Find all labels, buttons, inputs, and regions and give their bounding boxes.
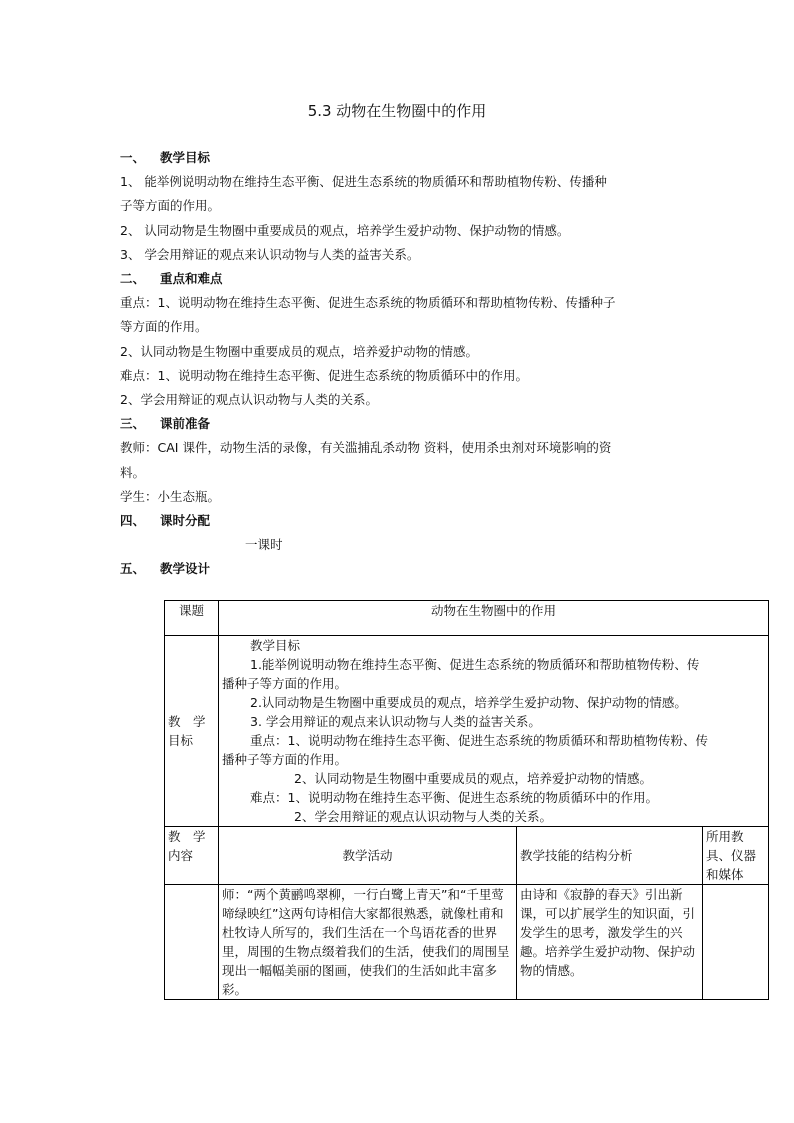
activity-cell: 师：“两个黄鹂鸣翠柳，一行白鹭上青天”和“千里莺啼绿映红”这两句诗相信大家都很熟悉，就像杜甫和杜牧诗人所写的，我们生活在一个鸟语花香的世界里，周围的生物点缀着我们的生活，使我们的周围呈现出一幅幅美丽的图画，使我们的生活如此丰富多彩。 (219, 885, 517, 1000)
key-point-1: 重点：1、说明动物在维持生态平衡、促进生态系统的物质循环和帮助植物传粉、传播种子 (120, 295, 616, 311)
lesson-design-table (164, 600, 769, 1000)
table-row (165, 601, 769, 636)
difficulty-2: 2、学会用辩证的观点认识动物与人类的关系。 (120, 392, 378, 408)
content-cell (165, 885, 219, 1000)
table-header-row (165, 827, 769, 885)
difficulty-1: 难点：1、说明动物在维持生态平衡、促进生态系统的物质循环中的作用。 (120, 367, 528, 383)
section-heading-1: 一、 教学目标 (120, 150, 211, 165)
media-cell (703, 885, 769, 1000)
content-header: 教 学内容 (165, 827, 219, 885)
media-header: 所用教具、仪器和媒体 (703, 827, 769, 885)
activity-header: 教学活动 (219, 827, 517, 885)
goal-1-cont: 子等方面的作用。 (120, 198, 221, 214)
objectives-label: 教 学 目标 (165, 636, 219, 827)
table-row (165, 636, 769, 827)
goal-1: 1、 能举例说明动物在维持生态平衡、促进生态系统的物质循环和帮助植物传粉、传播种 (120, 174, 607, 190)
prep-teacher-cont: 料。 (120, 464, 146, 480)
analysis-cell: 由诗和《寂静的春天》引出新课，可以扩展学生的知识面，引发学生的思考，激发学生的兴趣。培养学生爱护动物、保护动物的情感。 (517, 885, 703, 1000)
page-title: 5.3 动物在生物圈中的作用 (307, 102, 487, 120)
topic-label: 课题 (165, 601, 219, 636)
key-point-2: 2、认同动物是生物圈中重要成员的观点，培养爱护动物的情感。 (120, 343, 478, 359)
table-row (165, 885, 769, 1000)
document-body (120, 146, 680, 582)
section-heading-3: 三、 课前准备 (120, 416, 211, 432)
goal-3: 3、 学会用辩证的观点来认识动物与人类的益害关系。 (120, 246, 420, 262)
section-heading-5: 五、 教学设计 (120, 561, 211, 577)
analysis-header: 教学技能的结构分析 (517, 827, 703, 885)
objectives-cell: 教学目标 1.能举例说明动物在维持生态平衡、促进生态系统的物质循环和帮助植物传粉、传 播种子等方面的作用。 2.认同动物是生物圈中重要成员的观点，培养学生爱护动物、保护动物的情感。 3. 学会用辩证的观点来认识动物与人类的益害关系。 重点：1、说明动物在维持生态平衡、促进生态系统的物质循环和帮助植物传粉、传 播种子等方面的作用。 2、认同动物是生物圈中重要成员的观点，培养爱护动物的情感。 难点：1、说明动物在维持生态平衡、促进生态系统的物质循环中的作用。 2、学会用辩证的观点认识动物与人类的关系。 (219, 636, 769, 827)
topic-value: 动物在生物圈中的作用 (219, 601, 769, 636)
section-heading-2: 二、 重点和难点 (120, 271, 223, 287)
class-hours: 一课时 (245, 537, 283, 553)
goal-2: 2、 认同动物是生物圈中重要成员的观点，培养学生爱护动物、保护动物的情感。 (120, 222, 570, 238)
prep-student: 学生：小生态瓶。 (120, 488, 221, 504)
prep-teacher: 教师：CAI 课件，动物生活的录像，有关滥捕乱杀动物 资料，使用杀虫剂对环境影响的资 (120, 440, 612, 456)
key-point-1-cont: 等方面的作用。 (120, 319, 208, 335)
section-heading-4: 四、 课时分配 (120, 513, 211, 529)
